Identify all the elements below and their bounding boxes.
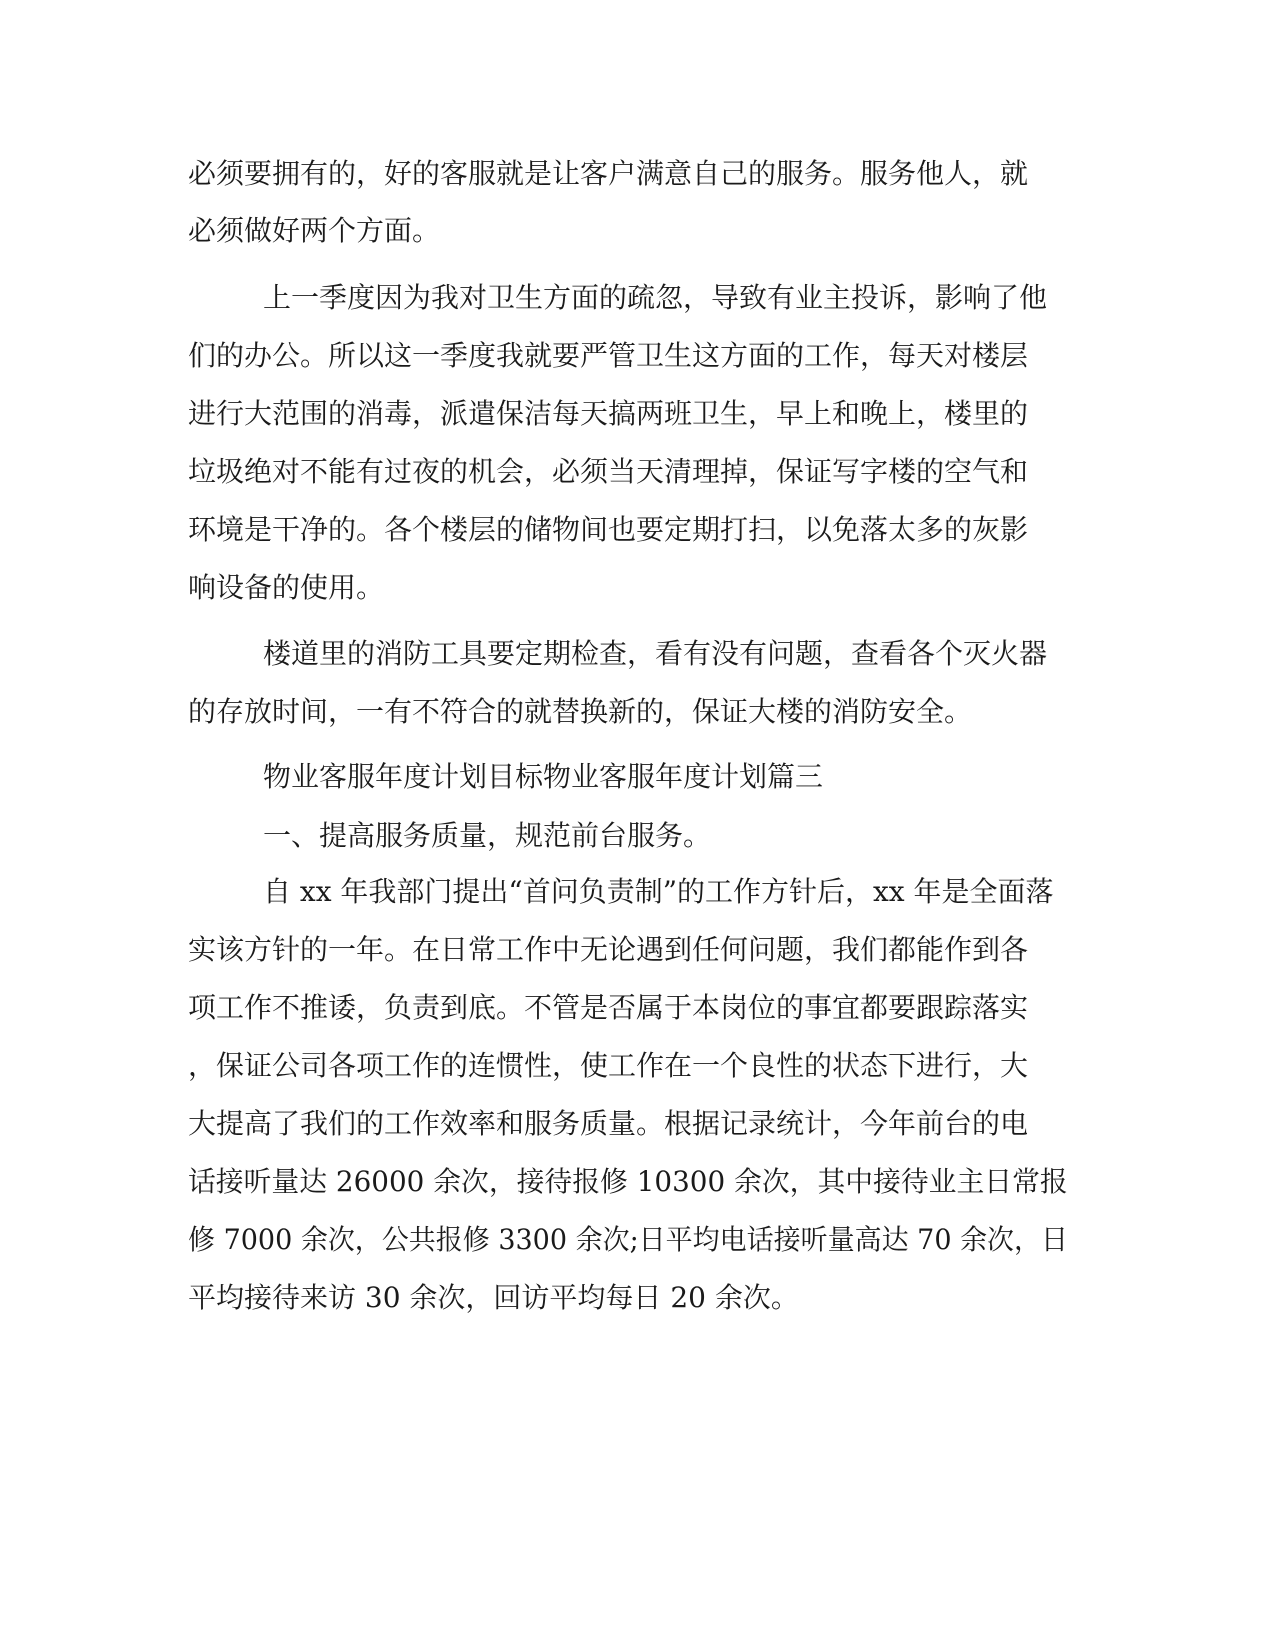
text-line: 平均接待来访 30 余次，回访平均每日 20 余次。 [188, 1281, 799, 1314]
text-line: 楼道里的消防工具要定期检查，看有没有问题，查看各个灭火器 [263, 637, 1048, 670]
text-line: 话接听量达 26000 余次，接待报修 10300 余次，其中接待业主日常报 [188, 1165, 1068, 1198]
text-line: 垃圾绝对不能有过夜的机会，必须当天清理掉，保证写字楼的空气和 [188, 455, 1029, 488]
text-line: 响设备的使用。 [188, 571, 385, 604]
subsection-heading: 一、提高服务质量，规范前台服务。 [263, 819, 712, 852]
text-line: 自 xx 年我部门提出“首问负责制”的工作方针后，xx 年是全面落 [263, 875, 1054, 908]
text-line: ，保证公司各项工作的连惯性，使工作在一个良性的状态下进行，大 [188, 1049, 1029, 1082]
text-line: 们的办公。所以这一季度我就要严管卫生这方面的工作，每天对楼层 [188, 339, 1029, 372]
text-line: 进行大范围的消毒，派遣保洁每天搞两班卫生，早上和晚上，楼里的 [188, 397, 1029, 430]
text-line: 环境是干净的。各个楼层的储物间也要定期打扫，以免落太多的灰影 [188, 513, 1029, 546]
section-heading: 物业客服年度计划目标物业客服年度计划篇三 [263, 760, 824, 793]
text-line: 的存放时间，一有不符合的就替换新的，保证大楼的消防安全。 [188, 695, 973, 728]
text-line: 必须要拥有的，好的客服就是让客户满意自己的服务。服务他人，就 [188, 157, 1029, 190]
text-line: 修 7000 余次，公共报修 3300 余次;日平均电话接听量高达 70 余次，日 [188, 1223, 1069, 1256]
text-line: 项工作不推诿，负责到底。不管是否属于本岗位的事宜都要跟踪落实 [188, 991, 1029, 1024]
text-line: 实该方针的一年。在日常工作中无论遇到任何问题，我们都能作到各 [188, 933, 1029, 966]
text-line: 上一季度因为我对卫生方面的疏忽，导致有业主投诉，影响了他 [263, 281, 1048, 314]
text-line: 必须做好两个方面。 [188, 214, 441, 247]
text-line: 大提高了我们的工作效率和服务质量。根据记录统计，今年前台的电 [188, 1107, 1029, 1140]
